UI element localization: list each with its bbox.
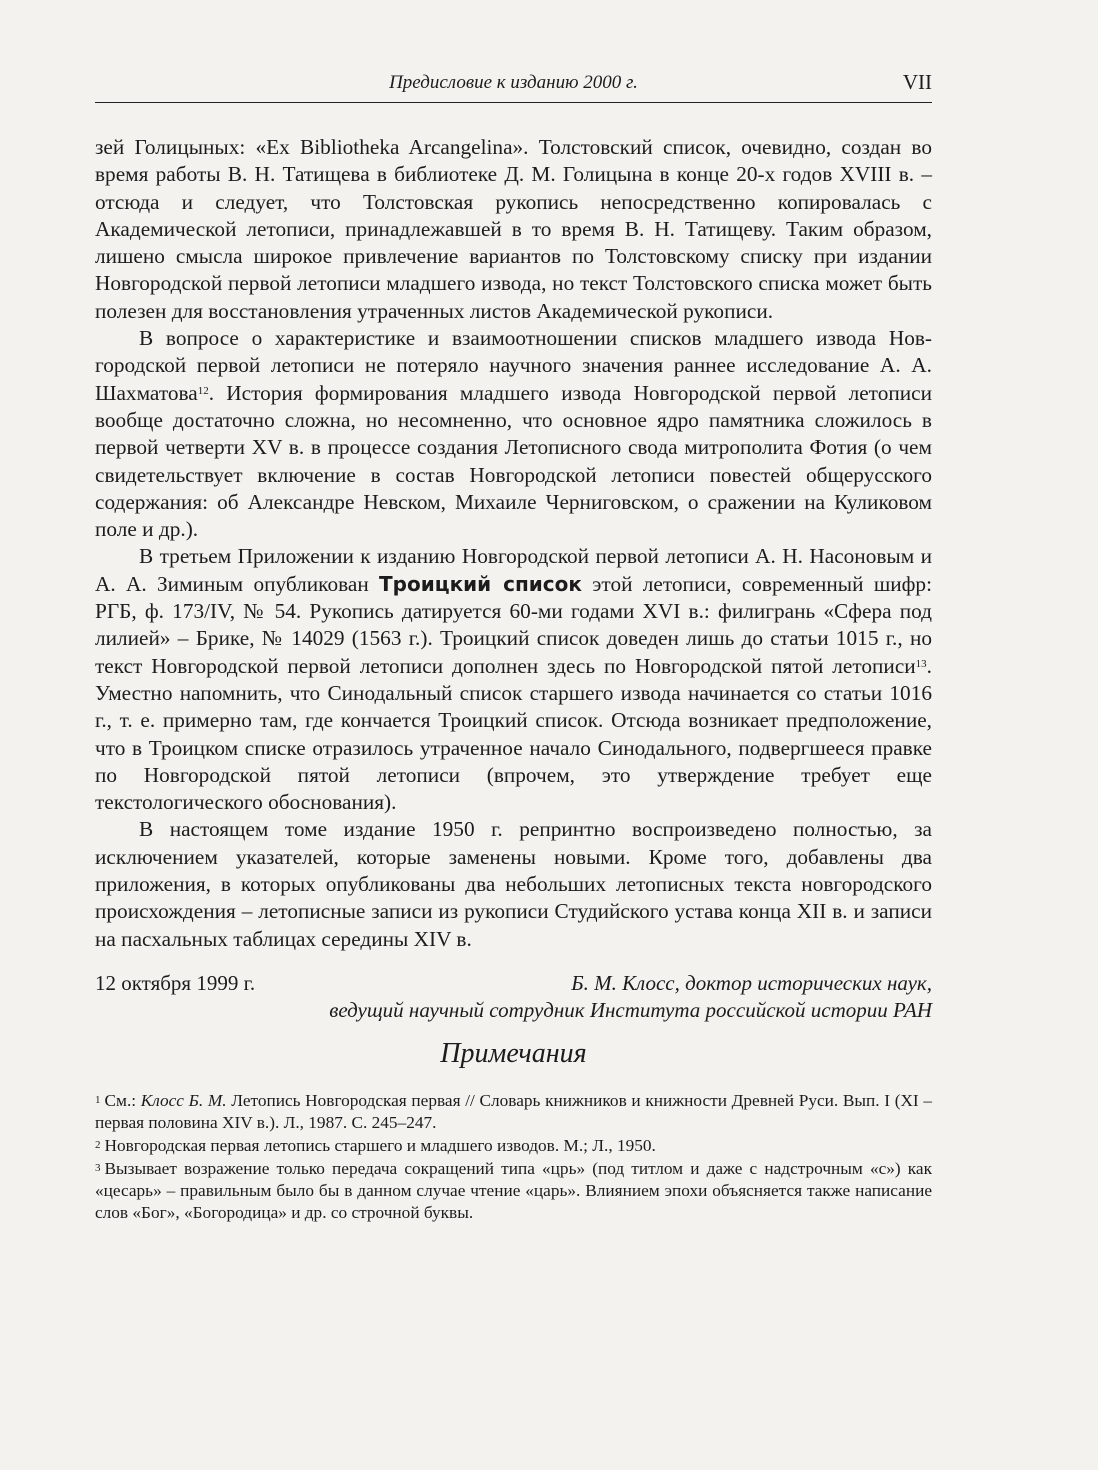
paragraph-3-bold-term: Троицкий список — [379, 571, 582, 596]
signature-author — [329, 970, 932, 1024]
note-2-mark: 2 — [95, 1138, 101, 1151]
signature-date: 12 октября 1999 г. — [95, 970, 256, 995]
note-2 — [95, 1135, 932, 1157]
note-1 — [95, 1090, 932, 1134]
footnote-ref-12: 12 — [197, 384, 209, 397]
note-2-text: Новгородская первая летопись старшего и младшего изводов. М.; Л., 1950. — [104, 1135, 656, 1155]
note-3-text: Вызывает возражение только передача сокращений типа «црь» (под титлом и даже с надстрочным «с») как «цесарь» – правильным было бы в данном случае чтение «царь». Влиянием эпохи объясняется также написание слов «Бог», «Богородица» и др. со строчной буквы. — [95, 1158, 932, 1222]
note-3-mark: 3 — [95, 1161, 101, 1174]
note-1-mark: 1 — [95, 1093, 101, 1106]
paragraph-2 — [95, 325, 932, 543]
paragraph-3-text-c: . Уместно напомнить, что Синодальный список старшего извода начинается со статьи 1016 г., т. е. примерно там, где кончается Троицкий список. Отсюда возникает предположение, что в Троицком списке отразилось утраченное начало Синодального, подвергшееся правке по Новгородской пятой летописи (впрочем, это утверждение требует еще текстологического обоснования). — [95, 653, 932, 815]
page-number: VII — [902, 70, 932, 94]
paragraph-3-text-b: этой летописи, современный шифр: РГБ, ф. 173/IV, № 54. Рукопись датируется 60-ми годами XVI в.: филигрань «Сфера под лилией» – Брике, № 14029 (1563 г.). Троицкий список доведен лишь до статьи 1015 г., но текст Новгородской первой летописи дополнен здесь по Новгородской пятой летописи — [95, 571, 932, 678]
note-1-text-a: См.: — [104, 1090, 141, 1110]
running-head — [95, 70, 932, 103]
paragraph-3-text-a: В третьем Приложении к изданию Новгородской первой летописи А. Н. Насоновым и А. А. Зиминым опубликован — [95, 544, 932, 596]
signature-block — [95, 970, 932, 1032]
note-1-text-b: Летопись Новгородская первая // Словарь книжников и книжности Древней Руси. Вып. I (XI – первая половина XIV в.). Л., 1987. С. 245–247. — [95, 1090, 932, 1132]
signature-line-2: ведущий научный сотрудник Института российской истории РАН — [329, 997, 932, 1022]
main-text — [95, 134, 932, 953]
footnote-ref-13: 13 — [915, 657, 927, 670]
running-head-title: Предисловие к изданию 2000 г. — [389, 72, 638, 93]
paragraph-4: В настоящем томе издание 1950 г. репринтно воспроизведено полностью, за исключением указателей, которые заменены новыми. Кроме того, добавлены два приложения, в которых опубликованы два небольших летописных текста новгородского происхождения – летописные записи из рукописи Студийского устава конца XII в. и записи на пасхальных таблицах середины XIV в. — [95, 817, 932, 951]
note-1-author: Клосс Б. М. — [140, 1090, 227, 1110]
note-3 — [95, 1158, 932, 1224]
paragraph-3 — [95, 543, 932, 816]
signature-line-1: Б. М. Клосс, доктор исторических наук, — [571, 970, 932, 995]
notes-heading: Примечания — [440, 1037, 587, 1069]
paragraph-2-text-b: . История формирования младшего извода Новгородской первой летописи вообще достаточно сложна, но несомненно, что основное ядро памятника сложилось в первой четверти XV в. в процессе создания Летописного свода митрополита Фотия (о чем свидетельствует включение в состав Новгородской летописи повестей общерусского содержания: об Александре Невском, Михаиле Черниговском, о сражении на Куликовом поле и др.). — [95, 380, 932, 542]
paragraph-2-text-a: В вопросе о характеристике и взаимоотношении списков младшего извода Новгородской первой летописи не потеряло научного значения раннее исследование А. А. Шахматова — [95, 326, 932, 405]
notes-list — [95, 1090, 932, 1224]
paragraph-1: зей Голицыных: «Ex Bibliotheka Arcangelina». Толстовский список, очевидно, создан во время работы В. Н. Татищева в библиотеке Д. М. Голицына в конце 20-х годов XVIII в. – отсюда и следует, что Толстовская рукопись непосредственно копировалась с Академической летописи, принадлежавшей в то время В. Н. Татищеву. Таким образом, лишено смысла широкое привлечение вариантов по Толстовскому списку при издании Новгородской первой летописи младшего извода, но текст Толстовского списка может быть полезен для восстановления утраченных листов Академической рукописи. — [95, 135, 932, 323]
